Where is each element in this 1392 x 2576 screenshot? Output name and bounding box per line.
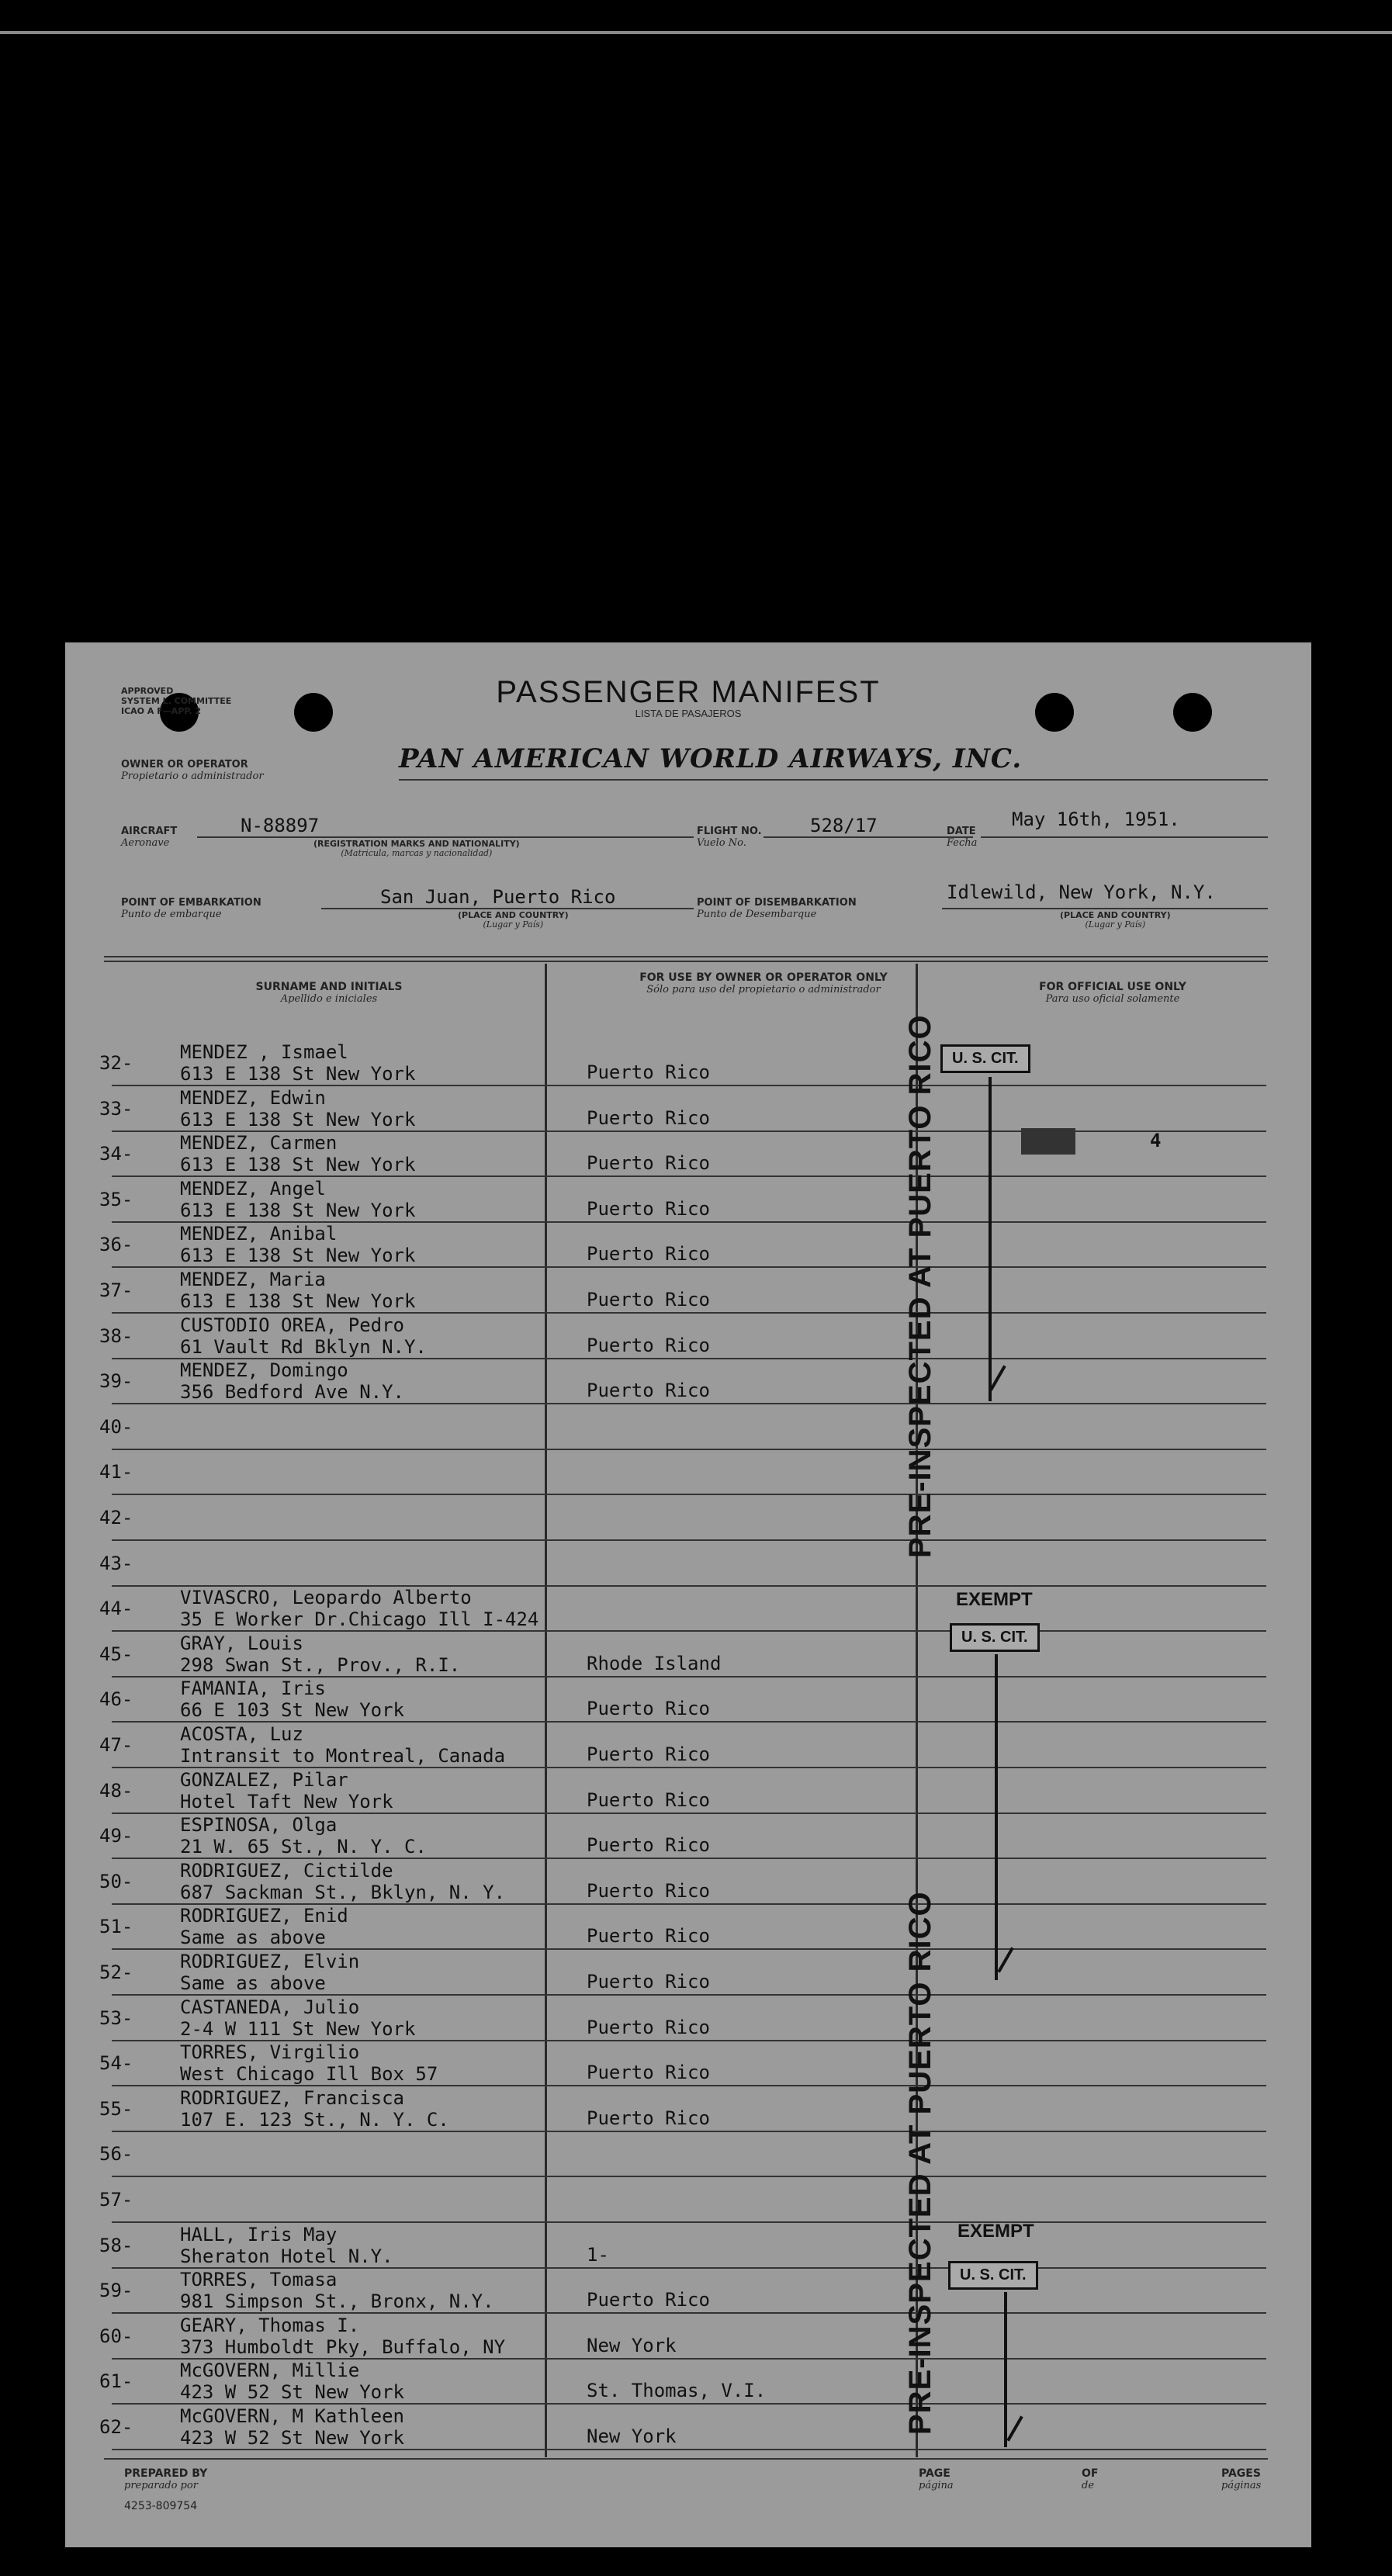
row-divider [112, 2131, 1266, 2132]
passenger-address: 35 E Worker Dr.Chicago Ill I-424 [180, 1608, 539, 1631]
us-cit-stamp: U. S. CIT. [950, 1623, 1040, 1652]
bracket-line [1004, 2292, 1007, 2447]
passenger-name: MENDEZ, Maria [180, 1269, 326, 1290]
table-row [65, 1086, 1311, 1134]
row-number: 49- [99, 1825, 133, 1847]
redacted-mark [1021, 1128, 1075, 1155]
embarkation-place: Puerto Rico [587, 1971, 710, 1993]
passenger-name: RODRIGUEZ, Cictilde [180, 1859, 393, 1882]
embarkation-place: Puerto Rico [587, 2289, 710, 2311]
embarkation-value: San Juan, Puerto Rico [380, 886, 616, 908]
row-divider [112, 1403, 1266, 1404]
passenger-name: CUSTODIO OREA, Pedro [180, 1314, 404, 1336]
table-row [65, 1634, 1311, 1679]
flight-value: 528/17 [810, 815, 878, 836]
row-number: 53- [99, 2006, 133, 2029]
row-number: 59- [99, 2280, 133, 2302]
passenger-name: McGOVERN, M Kathleen [180, 2405, 404, 2427]
approval-note: APPROVED SYSTEM L. COMMITTEE ICAO A F—APP. 2 [121, 686, 232, 716]
table-row [65, 2270, 1311, 2315]
owner-column-header: FOR USE BY OWNER OR OPERATOR ONLY Sólo para uso del propietario o administrador [639, 971, 888, 995]
passenger-address: Intransit to Montreal, Canada [180, 1745, 506, 1767]
passenger-name: CASTANEDA, Julio [180, 1996, 360, 2018]
passenger-name: TORRES, Tomasa [180, 2269, 338, 2291]
embarkation-place: Puerto Rico [587, 1743, 710, 1765]
table-row [65, 2134, 1311, 2179]
passenger-name: McGOVERN, Millie [180, 2360, 360, 2382]
table-row [65, 1270, 1311, 1315]
row-number: 54- [99, 2052, 133, 2075]
passenger-name: FAMANIA, Iris [180, 1678, 326, 1700]
embarkation-place: Puerto Rico [587, 2016, 710, 2038]
embarkation-place: Puerto Rico [587, 2107, 710, 2129]
flight-underline [764, 836, 973, 838]
embarkation-place: Puerto Rico [587, 1834, 710, 1857]
row-divider [112, 2176, 1266, 2177]
embarkation-place: Puerto Rico [587, 1061, 710, 1083]
scanner-top-line [0, 31, 1392, 34]
row-divider [112, 1494, 1266, 1495]
embarkation-place: 1- [587, 2243, 609, 2266]
passenger-address: 21 W. 65 St., N. Y. C. [180, 1836, 427, 1858]
table-row [65, 1588, 1311, 1633]
passenger-name: MENDEZ, Angel [180, 1177, 326, 1200]
row-number: 36- [99, 1234, 133, 1256]
embarkation-place: Puerto Rico [587, 1380, 710, 1402]
table-row [65, 1543, 1311, 1588]
flight-label: FLIGHT NO. Vuelo No. [697, 826, 762, 849]
passenger-address: Hotel Taft New York [180, 1790, 393, 1813]
table-row [65, 1361, 1311, 1406]
embarkation-place: St. Thomas, V.I. [587, 2380, 767, 2402]
table-row [65, 1952, 1311, 1997]
embarkation-place: Puerto Rico [587, 1106, 710, 1129]
passenger-address: 687 Sackman St., Bklyn, N. Y. [180, 1881, 506, 1903]
row-number: 61- [99, 2370, 133, 2393]
passenger-address: 613 E 138 St New York [180, 1245, 416, 1267]
manifest-sheet [65, 642, 1311, 2547]
handwritten-count: 4 [1150, 1130, 1162, 1151]
embarkation-caption: (PLACE AND COUNTRY) (Lugar y País) [458, 910, 569, 930]
table-row [65, 1768, 1311, 1816]
date-underline [981, 836, 1268, 838]
row-number: 56- [99, 2143, 133, 2166]
row-number: 60- [99, 2325, 133, 2347]
row-number: 48- [99, 1779, 133, 1802]
embarkation-place: Puerto Rico [587, 1698, 710, 1720]
passenger-address: 423 W 52 St New York [180, 2381, 404, 2404]
table-row [65, 2225, 1311, 2270]
passenger-address: 298 Swan St., Prov., R.I. [180, 1653, 461, 1676]
pages-label: PAGES páginas [1221, 2467, 1262, 2491]
table-rule-top [104, 956, 1268, 957]
table-row [65, 1134, 1311, 1179]
passenger-address: 423 W 52 St New York [180, 2427, 404, 2449]
disembarkation-underline [942, 908, 1268, 909]
passenger-address: 356 Bedford Ave N.Y. [180, 1381, 404, 1404]
row-number: 50- [99, 1870, 133, 1892]
passenger-address: Same as above [180, 1927, 326, 1949]
embarkation-place: Puerto Rico [587, 1788, 710, 1811]
row-number: 45- [99, 1643, 133, 1665]
passenger-name: RODRIGUEZ, Enid [180, 1905, 348, 1927]
row-number: 57- [99, 2189, 133, 2211]
row-number: 40- [99, 1415, 133, 1438]
passenger-address: 61 Vault Rd Bklyn N.Y. [180, 1335, 427, 1358]
row-number: 32- [99, 1052, 133, 1074]
preinspected-stamp: PRE-INSPECTED AT PUERTO RICO [903, 1014, 937, 1558]
form-number: 4253-809754 [124, 2500, 198, 2512]
passenger-address: 613 E 138 St New York [180, 1063, 416, 1085]
table-row [65, 1407, 1311, 1452]
table-row [65, 1179, 1311, 1224]
disembarkation-value: Idlewild, New York, N.Y. [947, 881, 1216, 903]
table-row [65, 1679, 1311, 1724]
exempt-label: EXEMPT [957, 2221, 1034, 2242]
row-divider [112, 2449, 1266, 2450]
passenger-address: 2-4 W 111 St New York [180, 2017, 416, 2040]
row-number: 41- [99, 1461, 133, 1484]
table-row [65, 2316, 1311, 2361]
aircraft-label: AIRCRAFT Aeronave [121, 826, 178, 849]
date-label: DATE Fecha [947, 826, 978, 849]
aircraft-value: N-88897 [241, 815, 320, 836]
embarkation-place: Puerto Rico [587, 1152, 710, 1175]
table-row [65, 1861, 1311, 1906]
embarkation-place: New York [587, 2334, 677, 2356]
page-title: PASSENGER MANIFEST [496, 675, 881, 709]
table-row [65, 1316, 1311, 1361]
page-subtitle: LISTA DE PASAJEROS [635, 708, 742, 719]
table-row [65, 2086, 1311, 2134]
passenger-address: West Chicago Ill Box 57 [180, 2063, 438, 2086]
passenger-name: MENDEZ, Carmen [180, 1132, 338, 1155]
passenger-address: 373 Humboldt Pky, Buffalo, NY [180, 2335, 506, 2358]
passenger-address: 613 E 138 St New York [180, 1154, 416, 1176]
row-number: 47- [99, 1734, 133, 1756]
table-row [65, 2043, 1311, 2088]
surname-column-header: SURNAME AND INITIALS Apellido e iniciales [255, 981, 403, 1005]
table-row [65, 1452, 1311, 1497]
table-row [65, 1816, 1311, 1861]
company-name: PAN AMERICAN WORLD AIRWAYS, INC. [399, 743, 1023, 774]
row-number: 33- [99, 1097, 133, 1120]
passenger-name: GEARY, Thomas I. [180, 2314, 360, 2336]
disembarkation-caption: (PLACE AND COUNTRY) (Lugar y País) [1060, 910, 1171, 930]
passenger-name: TORRES, Virgilio [180, 2041, 360, 2064]
row-number: 43- [99, 1552, 133, 1574]
passenger-name: GRAY, Louis [180, 1632, 303, 1654]
table-row [65, 1497, 1311, 1542]
embarkation-place: Puerto Rico [587, 1243, 710, 1265]
prepared-by-label: PREPARED BY preparado por [124, 2467, 208, 2491]
passenger-address: Same as above [180, 1972, 326, 1994]
company-underline [399, 779, 1268, 781]
passenger-address: 613 E 138 St New York [180, 1290, 416, 1312]
us-cit-stamp: U. S. CIT. [948, 2261, 1038, 2290]
embarkation-place: Rhode Island [587, 1652, 722, 1674]
passenger-name: HALL, Iris May [180, 2223, 338, 2245]
passenger-name: ACOSTA, Luz [180, 1723, 303, 1745]
passenger-name: MENDEZ, Anibal [180, 1223, 338, 1245]
row-number: 46- [99, 1688, 133, 1711]
embarkation-place: Puerto Rico [587, 1879, 710, 1902]
passenger-name: RODRIGUEZ, Francisca [180, 2086, 404, 2109]
embarkation-underline [321, 908, 694, 909]
us-cit-stamp: U. S. CIT. [940, 1044, 1030, 1073]
embarkation-place: Puerto Rico [587, 1925, 710, 1948]
row-number: 42- [99, 1507, 133, 1529]
row-number: 39- [99, 1370, 133, 1393]
row-number: 55- [99, 2097, 133, 2120]
embarkation-place: Puerto Rico [587, 2062, 710, 2084]
table-row [65, 1224, 1311, 1269]
table-row [65, 1725, 1311, 1770]
row-number: 58- [99, 2234, 133, 2256]
official-column-header: FOR OFFICIAL USE ONLY Para uso oficial solamente [1039, 981, 1186, 1005]
row-number: 35- [99, 1188, 133, 1210]
owner-label: OWNER OR OPERATOR Propietario o administrador [121, 759, 264, 782]
aircraft-caption: (REGISTRATION MARKS AND NATIONALITY) (Matricula, marcas y nacionalidad) [313, 839, 520, 858]
disembarkation-label: POINT OF DISEMBARKATION Punto de Desembarque [697, 897, 857, 920]
of-label: OF de [1082, 2467, 1099, 2491]
date-value: May 16th, 1951. [1012, 808, 1180, 830]
bracket-line [989, 1077, 992, 1401]
passenger-name: ESPINOSA, Olga [180, 1814, 338, 1837]
row-divider [112, 1449, 1266, 1450]
table-row [65, 1043, 1311, 1088]
row-number: 44- [99, 1598, 133, 1620]
row-number: 51- [99, 1916, 133, 1938]
passenger-name: MENDEZ, Edwin [180, 1086, 326, 1109]
passenger-name: GONZALEZ, Pilar [180, 1768, 348, 1791]
passenger-name: MENDEZ, Domingo [180, 1359, 348, 1382]
row-number: 62- [99, 2416, 133, 2438]
passenger-name: VIVASCRO, Leopardo Alberto [180, 1587, 472, 1609]
page-label: PAGE página [919, 2467, 954, 2491]
table-row [65, 1998, 1311, 2043]
table-row [65, 1906, 1311, 1951]
embarkation-place: Puerto Rico [587, 1197, 710, 1220]
passenger-name: MENDEZ , Ismael [180, 1041, 348, 1063]
passenger-address: 107 E. 123 St., N. Y. C. [180, 2108, 449, 2131]
table-row [65, 2361, 1311, 2406]
passenger-name: RODRIGUEZ, Elvin [180, 1951, 360, 1972]
embarkation-label: POINT OF EMBARKATION Punto de embarque [121, 897, 261, 920]
exempt-label: EXEMPT [956, 1589, 1033, 1610]
table-rule-bottom [104, 2458, 1268, 2460]
row-number: 38- [99, 1324, 133, 1347]
embarkation-place: New York [587, 2425, 677, 2447]
table-rule-top [104, 961, 1268, 962]
passenger-address: 66 E 103 St New York [180, 1699, 404, 1722]
aircraft-underline [197, 836, 694, 838]
passenger-address: Sheraton Hotel N.Y. [180, 2245, 393, 2267]
row-divider [112, 1539, 1266, 1541]
embarkation-place: Puerto Rico [587, 1334, 710, 1356]
passenger-address: 981 Simpson St., Bronx, N.Y. [180, 2290, 494, 2313]
row-number: 52- [99, 1961, 133, 1983]
embarkation-place: Puerto Rico [587, 1289, 710, 1311]
bracket-line [995, 1654, 998, 1980]
preinspected-stamp: PRE-INSPECTED AT PUERTO RICO [903, 1891, 937, 2435]
table-row [65, 2407, 1311, 2452]
row-number: 37- [99, 1279, 133, 1301]
passenger-address: 613 E 138 St New York [180, 1108, 416, 1130]
passenger-address: 613 E 138 St New York [180, 1199, 416, 1221]
row-number: 34- [99, 1143, 133, 1165]
table-row [65, 2180, 1311, 2225]
